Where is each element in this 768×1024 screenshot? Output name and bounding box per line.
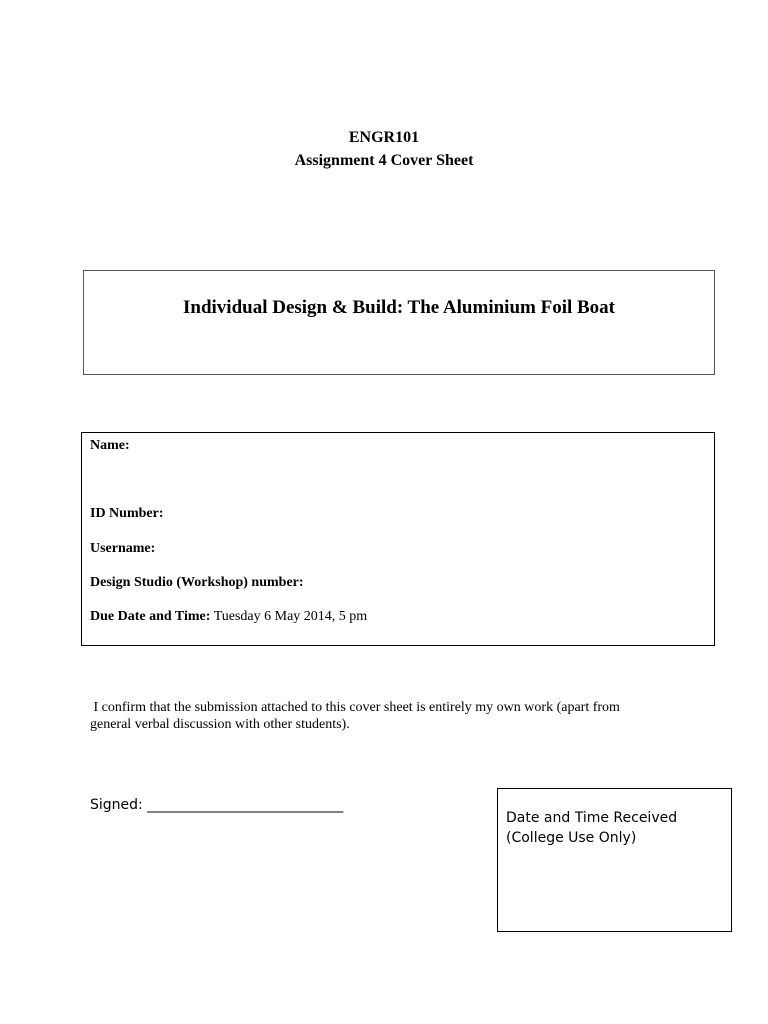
id-number-label: ID Number: — [90, 506, 164, 521]
confirmation-statement — [90, 699, 670, 733]
id-number-field — [90, 506, 164, 522]
document-title: Assignment 4 Cover Sheet — [294, 152, 474, 169]
project-title: Individual Design & Build: The Aluminium Foil Boat — [182, 297, 616, 318]
student-info-box — [81, 432, 715, 646]
project-title-box — [83, 270, 715, 375]
date-received-box — [497, 788, 732, 932]
college-use-note: (College Use Only) — [506, 830, 637, 846]
design-studio-field — [90, 575, 304, 591]
confirmation-line-1: I confirm that the submission attached to this cover sheet is entirely my own work (apart from — [90, 700, 620, 715]
due-date-label: Due Date and Time: — [90, 609, 211, 624]
name-field — [90, 438, 130, 454]
signature-line: Signed: ____________________________ — [90, 797, 344, 813]
name-label: Name: — [90, 438, 130, 453]
username-field — [90, 541, 155, 557]
due-date-field — [90, 609, 367, 625]
confirmation-line-2: general verbal discussion with other students). — [90, 717, 350, 732]
due-date-value: Tuesday 6 May 2014, 5 pm — [213, 609, 368, 624]
course-code: ENGR101 — [348, 129, 420, 146]
username-label: Username: — [90, 541, 156, 556]
design-studio-label: Design Studio (Workshop) number: — [90, 575, 304, 590]
date-received-title: Date and Time Received — [506, 810, 678, 826]
